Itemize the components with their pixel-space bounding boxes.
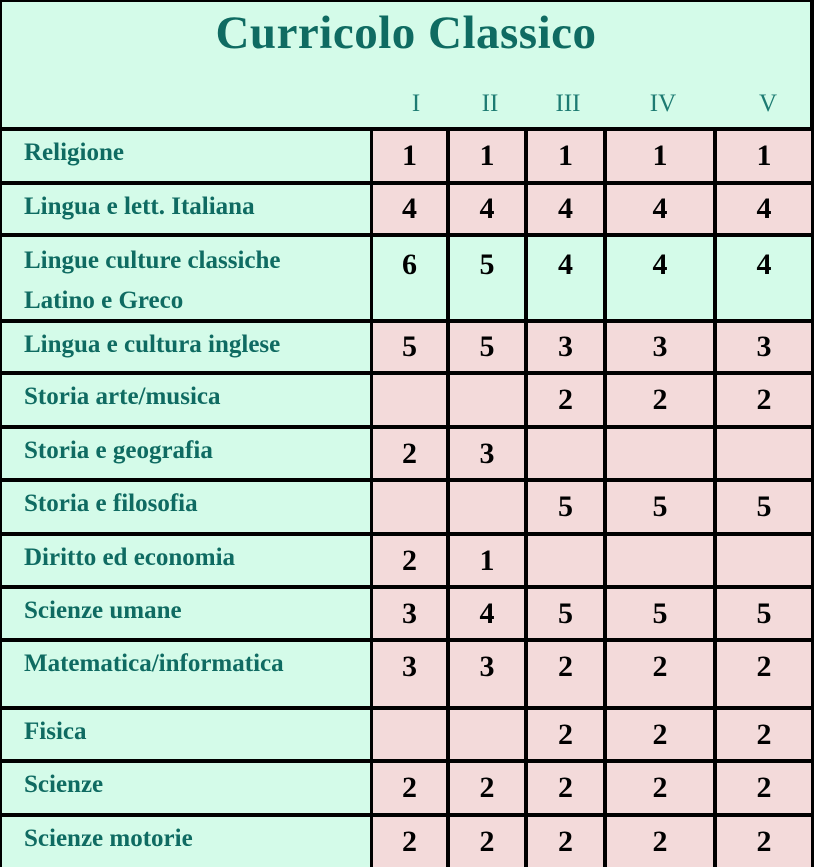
hours-cell: 2 (717, 642, 811, 706)
hours-cell: 5 (717, 589, 811, 638)
hours-cell: 3 (450, 642, 524, 706)
subject-label: Storia e geografia (2, 429, 370, 478)
hours-cell: 2 (717, 817, 811, 867)
subject-label: Scienze (2, 763, 370, 813)
hours-cell: 3 (373, 589, 446, 638)
hours-cell: 1 (450, 131, 524, 181)
hours-cell: 2 (717, 763, 811, 813)
table-row (0, 763, 814, 813)
hours-cell: 3 (607, 323, 713, 371)
column-header-4: IV (649, 90, 677, 117)
table-row (0, 817, 814, 867)
subject-label: Scienze umane (2, 589, 370, 638)
hours-cell (450, 375, 524, 425)
hours-cell: 2 (528, 817, 603, 867)
hours-cell: 4 (450, 185, 524, 233)
hours-cell (373, 375, 446, 425)
table-row (0, 536, 814, 585)
hours-cell: 1 (717, 131, 811, 181)
subject-label: Lingue culture classiche Latino e Greco (2, 237, 370, 319)
hours-cell: 2 (607, 763, 713, 813)
hours-cell: 2 (450, 763, 524, 813)
hours-cell: 1 (450, 536, 524, 585)
hours-cell: 5 (607, 589, 713, 638)
table-row (0, 710, 814, 759)
table-row (0, 375, 814, 425)
hours-cell (607, 429, 713, 478)
hours-cell: 2 (607, 642, 713, 706)
table-row (0, 429, 814, 478)
hours-cell: 5 (450, 237, 524, 319)
hours-cell (450, 710, 524, 759)
subject-label: Scienze motorie (2, 817, 370, 867)
hours-cell: 4 (528, 237, 603, 319)
hours-cell: 4 (528, 185, 603, 233)
hours-cell: 3 (373, 642, 446, 706)
hours-cell: 2 (607, 710, 713, 759)
hours-cell: 2 (373, 763, 446, 813)
hours-cell: 5 (528, 589, 603, 638)
hours-cell: 6 (373, 237, 446, 319)
table-row (0, 237, 814, 319)
hours-cell (373, 482, 446, 532)
hours-cell (450, 482, 524, 532)
hours-cell: 2 (607, 817, 713, 867)
table-row (0, 323, 814, 371)
hours-cell: 2 (528, 375, 603, 425)
hours-cell: 5 (450, 323, 524, 371)
hours-cell: 5 (607, 482, 713, 532)
hours-cell: 4 (717, 237, 811, 319)
hours-cell: 4 (607, 237, 713, 319)
table-header (2, 2, 810, 127)
subject-label: Storia e filosofia (2, 482, 370, 532)
table-row (0, 482, 814, 532)
hours-cell (528, 536, 603, 585)
hours-cell: 3 (528, 323, 603, 371)
subject-label: Religione (2, 131, 370, 181)
hours-cell: 3 (717, 323, 811, 371)
hours-cell: 4 (717, 185, 811, 233)
hours-cell: 5 (373, 323, 446, 371)
hours-cell: 5 (717, 482, 811, 532)
subject-label: Lingua e cultura inglese (2, 323, 370, 371)
hours-cell: 2 (373, 536, 446, 585)
hours-cell: 1 (528, 131, 603, 181)
hours-cell: 2 (528, 642, 603, 706)
hours-cell: 2 (717, 375, 811, 425)
column-header-3: III (555, 90, 581, 117)
hours-cell: 2 (373, 817, 446, 867)
hours-cell (373, 710, 446, 759)
hours-cell (717, 536, 811, 585)
subject-label: Matematica/informatica (2, 642, 370, 706)
table-row (0, 131, 814, 181)
hours-cell: 4 (450, 589, 524, 638)
hours-cell: 2 (607, 375, 713, 425)
hours-cell: 2 (528, 763, 603, 813)
subject-label: Fisica (2, 710, 370, 759)
column-header-1: I (411, 90, 421, 117)
column-header-5: V (758, 90, 778, 117)
hours-cell: 2 (717, 710, 811, 759)
hours-cell: 1 (607, 131, 713, 181)
table-row (0, 589, 814, 638)
hours-cell: 5 (528, 482, 603, 532)
hours-cell: 2 (450, 817, 524, 867)
table-row (0, 642, 814, 706)
subject-label: Lingua e lett. Italiana (2, 185, 370, 233)
hours-cell (607, 536, 713, 585)
subject-label: Storia arte/musica (2, 375, 370, 425)
hours-cell: 2 (373, 429, 446, 478)
column-header-2: II (481, 90, 499, 117)
hours-cell: 4 (373, 185, 446, 233)
subject-label: Diritto ed economia (2, 536, 370, 585)
table-row (0, 185, 814, 233)
hours-cell (528, 429, 603, 478)
hours-cell: 2 (528, 710, 603, 759)
hours-cell (717, 429, 811, 478)
hours-cell: 1 (373, 131, 446, 181)
page-title: Curricolo Classico (215, 7, 597, 59)
hours-cell: 4 (607, 185, 713, 233)
hours-cell: 3 (450, 429, 524, 478)
